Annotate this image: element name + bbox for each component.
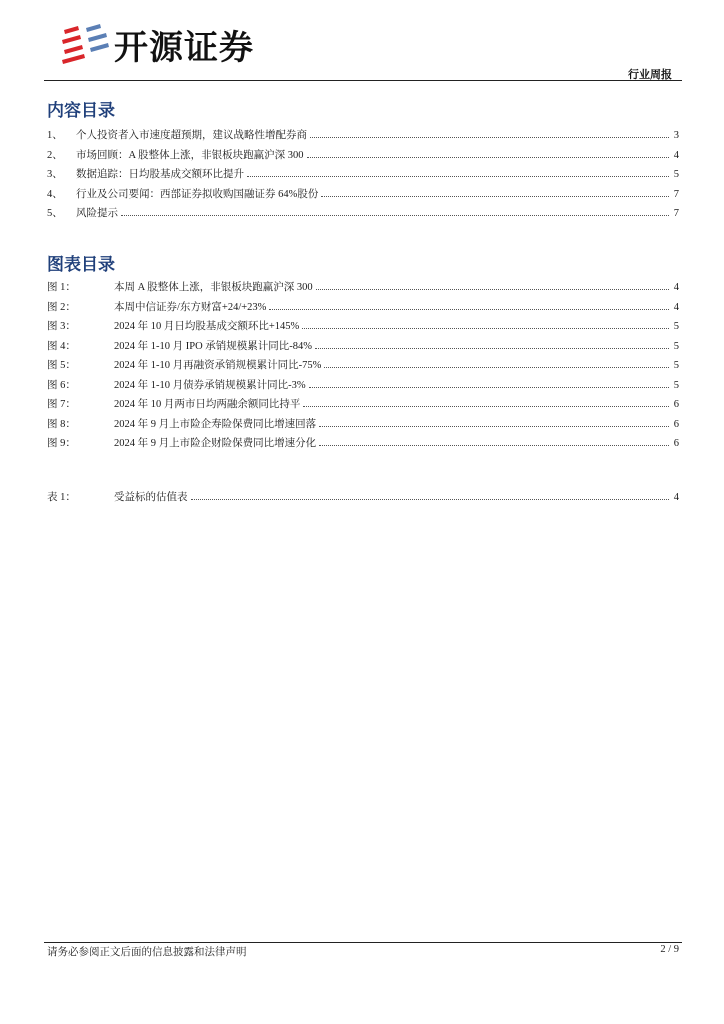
figure-number: 图 2： [47, 301, 76, 313]
figure-title: 本周中信证券/东方财富+24/+23% [114, 301, 267, 313]
toc-leader [310, 137, 669, 138]
page-number: 2 / 9 [660, 944, 679, 955]
toc-title: 行业及公司要闻：西部证券拟收购国融证券 64%股份 [76, 188, 319, 200]
toc-number: 4、 [47, 188, 63, 200]
toc-entry[interactable] [47, 127, 679, 147]
toc-leader [315, 348, 669, 349]
figure-entry[interactable] [47, 416, 679, 436]
figure-page: 5 [673, 340, 679, 352]
toc-leader [247, 176, 669, 177]
toc-page: 3 [673, 130, 679, 141]
figure-number: 图 1： [47, 282, 76, 293]
toc-number: 5、 [47, 208, 63, 219]
contents-list [47, 127, 679, 225]
figure-title: 2024 年 10 月日均股基成交额环比+145% [114, 321, 300, 332]
figure-entry[interactable] [47, 338, 679, 358]
figure-number: 图 4： [47, 340, 76, 352]
figure-title: 2024 年 1-10 月 IPO 承销规模累计同比-84% [114, 340, 313, 352]
figure-number: 图 7： [47, 399, 76, 410]
figure-page: 6 [673, 418, 679, 430]
header-divider [44, 80, 682, 81]
toc-leader [316, 289, 669, 290]
figure-number: 图 3： [47, 321, 76, 332]
figure-page: 5 [673, 321, 679, 332]
toc-leader [302, 328, 669, 329]
toc-entry[interactable] [47, 186, 679, 206]
figure-title: 2024 年 9 月上市险企财险保费同比增速分化 [114, 438, 317, 449]
toc-leader [307, 157, 669, 158]
figures-list [47, 279, 679, 455]
figure-title: 本周 A 股整体上涨，非银板块跑赢沪深 300 [114, 282, 313, 293]
toc-leader [319, 445, 669, 446]
toc-leader [309, 387, 669, 388]
figure-title: 2024 年 1-10 月债券承销规模累计同比-3% [114, 379, 306, 391]
kaiyuan-logo-icon [60, 22, 112, 68]
toc-page: 5 [673, 169, 679, 180]
figure-number: 图 6： [47, 379, 76, 391]
toc-title: 市场回顾：A 股整体上涨，非银板块跑赢沪深 300 [76, 149, 304, 161]
figure-entry[interactable] [47, 396, 679, 416]
toc-number: 2、 [47, 149, 63, 161]
footer-disclaimer: 请务必参阅正文后面的信息披露和法律声明 [47, 947, 247, 958]
figure-page: 5 [673, 360, 679, 371]
toc-page: 4 [673, 149, 679, 161]
report-type: 行业周报 [628, 68, 672, 81]
toc-leader [324, 367, 669, 368]
contents-title: 内容目录 [47, 101, 115, 121]
toc-leader [121, 215, 669, 216]
figure-number: 图 8： [47, 418, 76, 430]
figure-page: 5 [673, 379, 679, 391]
figure-page: 6 [673, 438, 679, 449]
toc-title: 个人投资者入市速度超预期，建议战略性增配券商 [76, 130, 307, 141]
figure-entry[interactable] [47, 299, 679, 319]
figure-page: 6 [673, 399, 679, 410]
toc-entry[interactable] [47, 166, 679, 186]
toc-leader [191, 499, 670, 500]
toc-page: 7 [673, 208, 679, 219]
toc-title: 数据追踪：日均股基成交额环比提升 [76, 169, 244, 180]
figure-number: 图 9： [47, 438, 76, 449]
toc-leader [269, 309, 669, 310]
toc-entry[interactable] [47, 205, 679, 225]
figure-title: 2024 年 10 月两市日均两融余额同比持平 [114, 399, 301, 410]
table-number: 表 1： [47, 492, 76, 503]
toc-leader [321, 196, 669, 197]
tables-list [47, 489, 679, 509]
figure-title: 2024 年 9 月上市险企寿险保费同比增速回落 [114, 418, 317, 430]
table-page: 4 [673, 492, 679, 503]
figure-title: 2024 年 1-10 月再融资承销规模累计同比-75% [114, 360, 322, 371]
toc-number: 1、 [47, 130, 63, 141]
toc-page: 7 [673, 188, 679, 200]
table-title: 受益标的估值表 [114, 492, 188, 503]
figure-entry[interactable] [47, 279, 679, 299]
toc-leader [303, 406, 669, 407]
toc-entry[interactable] [47, 147, 679, 167]
figure-entry[interactable] [47, 318, 679, 338]
figures-title: 图表目录 [47, 255, 115, 275]
figure-page: 4 [673, 301, 679, 313]
figure-number: 图 5： [47, 360, 76, 371]
toc-leader [319, 426, 669, 427]
footer-divider [44, 942, 682, 943]
figure-page: 4 [673, 282, 679, 293]
figure-entry[interactable] [47, 435, 679, 455]
table-entry[interactable] [47, 489, 679, 509]
brand-name: 开源证券 [114, 28, 254, 68]
toc-number: 3、 [47, 169, 63, 180]
toc-title: 风险提示 [76, 208, 118, 219]
figure-entry[interactable] [47, 377, 679, 397]
figure-entry[interactable] [47, 357, 679, 377]
